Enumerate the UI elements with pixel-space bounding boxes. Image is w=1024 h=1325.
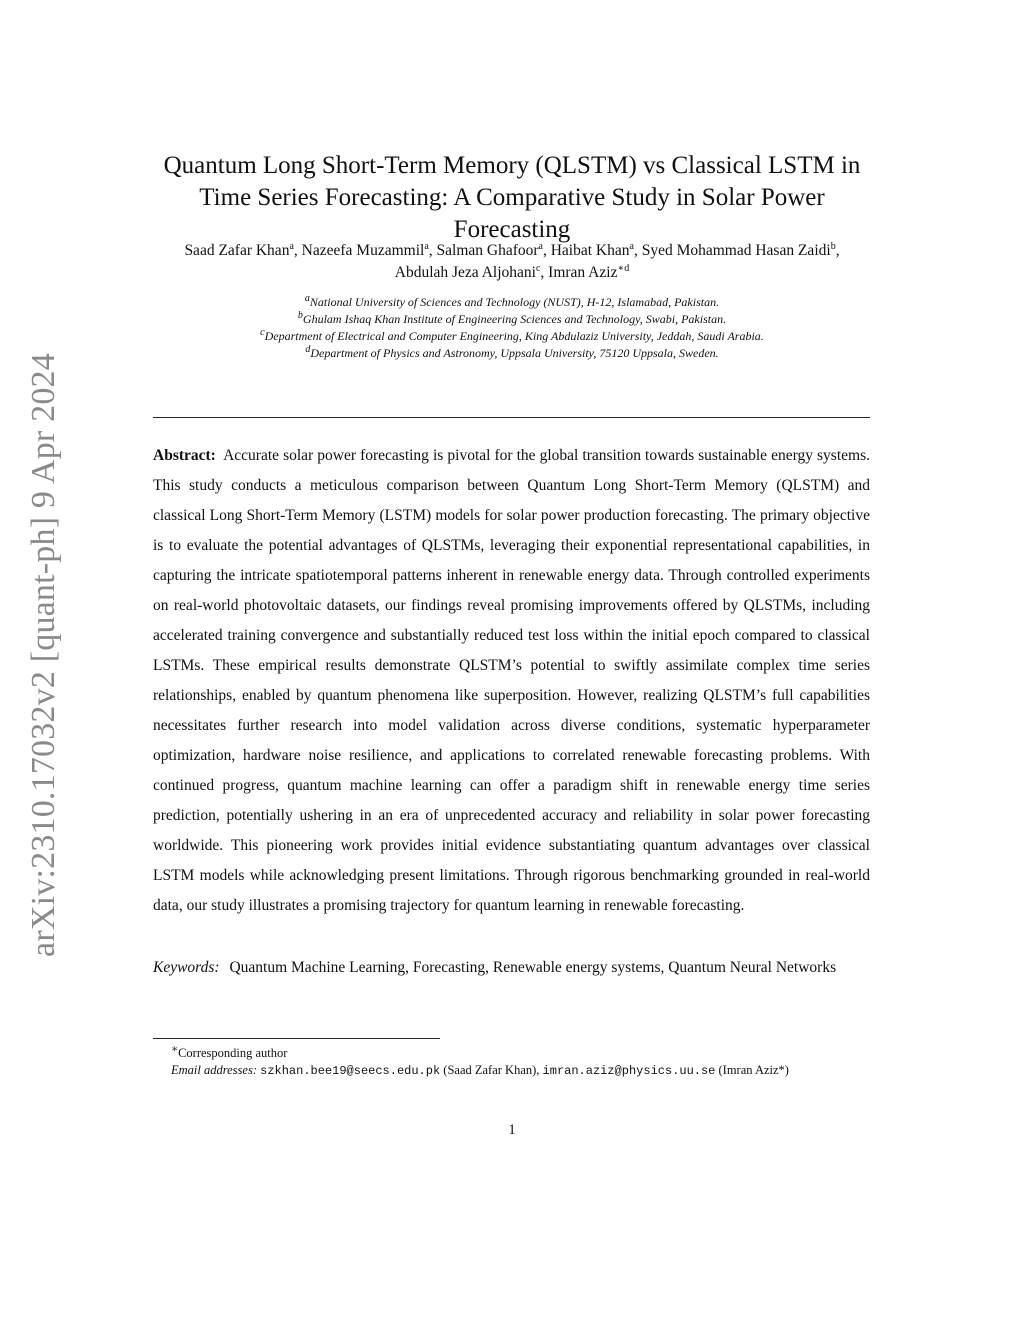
abstract-label: Abstract: bbox=[153, 447, 216, 464]
author-name: Abdulah Jeza Aljohani bbox=[394, 264, 536, 281]
author-separator: , bbox=[428, 242, 437, 259]
author-separator: , bbox=[293, 242, 302, 259]
affiliation-text: Ghulam Ishaq Khan Institute of Engineering Sciences and Technology, Swabi, Pakistan. bbox=[302, 312, 727, 326]
author-separator: , bbox=[542, 242, 551, 259]
author-list bbox=[140, 240, 884, 284]
author-name: Syed Mohammad Hasan Zaidi bbox=[641, 242, 831, 259]
email-owner-1: (Saad Zafar Khan), bbox=[443, 1063, 540, 1078]
corresponding-author-text: Corresponding author bbox=[178, 1046, 288, 1061]
footnotes bbox=[153, 1041, 870, 1080]
page-number: 1 bbox=[508, 1122, 516, 1138]
author-name: Nazeefa Muzammil bbox=[301, 242, 425, 259]
email-addresses bbox=[153, 1062, 870, 1080]
corresponding-author-note bbox=[153, 1041, 870, 1062]
affiliation bbox=[140, 328, 884, 345]
affiliation-text: Department of Electrical and Computer Engineering, King Abdulaziz University, Jeddah, Saudi Arabia. bbox=[264, 329, 764, 343]
author-affil-sup: a bbox=[538, 240, 543, 252]
abstract-top-rule bbox=[153, 417, 870, 418]
abstract-text: Accurate solar power forecasting is pivotal for the global transition towards sustainable energy systems. This study conducts a meticulous comparison between Quantum Long Short-Term Memory (QLSTM) and classical Long Short-Term Memory (LSTM) models for solar power production forecasting. The primary objective is to evaluate the potential advantages of QLSTMs, leveraging their exponential representational capabilities, in capturing the intricate spatiotemporal patterns inherent in renewable energy data. Through controlled experiments on real-world photovoltaic datasets, our findings reveal promising improvements offered by QLSTMs, including accelerated training convergence and substantially reduced test loss within the initial epoch compared to classical LSTMs. These empirical results demonstrate QLSTM’s potential to swiftly assimilate complex time series relationships, enabled by quantum phenomena like superposition. However, realizing QLSTM’s full capabilities necessitates further research into model validation across diverse conditions, systematic hyperparameter optimization, hardware noise resilience, and applications to correlated renewable forecasting problems. With continued progress, quantum machine learning can offer a paradigm shift in renewable energy time series prediction, potentially ushering in an era of unprecedented accuracy and reliability in solar power forecasting worldwide. This pioneering work provides initial evidence substantiating quantum advantages over classical LSTM models while acknowledging present limitations. Through rigorous benchmarking grounded in real-world data, our study illustrates a promising trajectory for quantum learning in renewable forecasting. bbox=[153, 447, 870, 914]
arxiv-stamp bbox=[14, 350, 74, 960]
author-separator: , bbox=[540, 264, 549, 281]
author-affil-sup: ∗d bbox=[617, 262, 630, 274]
title-line-2: Time Series Forecasting: A Comparative Study in Solar Power Forecasting bbox=[199, 184, 825, 243]
affiliation-sup: a bbox=[304, 293, 310, 304]
author-name: Haibat Khan bbox=[550, 242, 630, 259]
author-separator: , bbox=[835, 242, 840, 259]
affiliation-text: National University of Sciences and Technology (NUST), H-12, Islamabad, Pakistan. bbox=[309, 295, 720, 309]
keywords bbox=[153, 953, 870, 983]
footnote-rule bbox=[153, 1038, 440, 1039]
author-affil-sup: a bbox=[289, 240, 294, 252]
author-affil-sup: c bbox=[535, 262, 541, 274]
footnote-marker: ∗ bbox=[171, 1044, 179, 1055]
email-link-2[interactable]: imran.aziz@physics.uu.se bbox=[542, 1064, 716, 1079]
abstract bbox=[153, 441, 870, 921]
paper-title bbox=[140, 150, 884, 246]
author-affil-sup: a bbox=[629, 240, 634, 252]
affiliation bbox=[140, 294, 884, 311]
affiliation bbox=[140, 311, 884, 328]
author-name: Imran Aziz bbox=[548, 264, 618, 281]
email-owner-2: (Imran Aziz*) bbox=[718, 1063, 789, 1078]
email-label: Email addresses: bbox=[171, 1063, 257, 1078]
affiliation-sup: d bbox=[305, 344, 311, 355]
affiliation-list bbox=[140, 294, 884, 362]
author-separator: , bbox=[633, 242, 642, 259]
affiliation-sup: b bbox=[297, 310, 303, 321]
affiliation-text: Department of Physics and Astronomy, Uppsala University, 75120 Uppsala, Sweden. bbox=[310, 346, 719, 360]
affiliation-sup: c bbox=[260, 327, 265, 338]
arxiv-identifier: arXiv:2310.17032v2 [quant-ph] 9 Apr 2024 bbox=[25, 353, 62, 957]
author-name: Salman Ghafoor bbox=[436, 242, 539, 259]
affiliation bbox=[140, 345, 884, 362]
author-affil-sup: b bbox=[830, 240, 836, 252]
email-link-1[interactable]: szkhan.bee19@seecs.edu.pk bbox=[260, 1064, 441, 1079]
author-name: Saad Zafar Khan bbox=[184, 242, 290, 259]
title-line-1: Quantum Long Short-Term Memory (QLSTM) vs Classical LSTM in bbox=[163, 152, 861, 179]
author-affil-sup: a bbox=[424, 240, 429, 252]
keywords-label: Keywords: bbox=[153, 959, 220, 976]
keywords-text: Quantum Machine Learning, Forecasting, Renewable energy systems, Quantum Neural Networks bbox=[229, 959, 837, 976]
